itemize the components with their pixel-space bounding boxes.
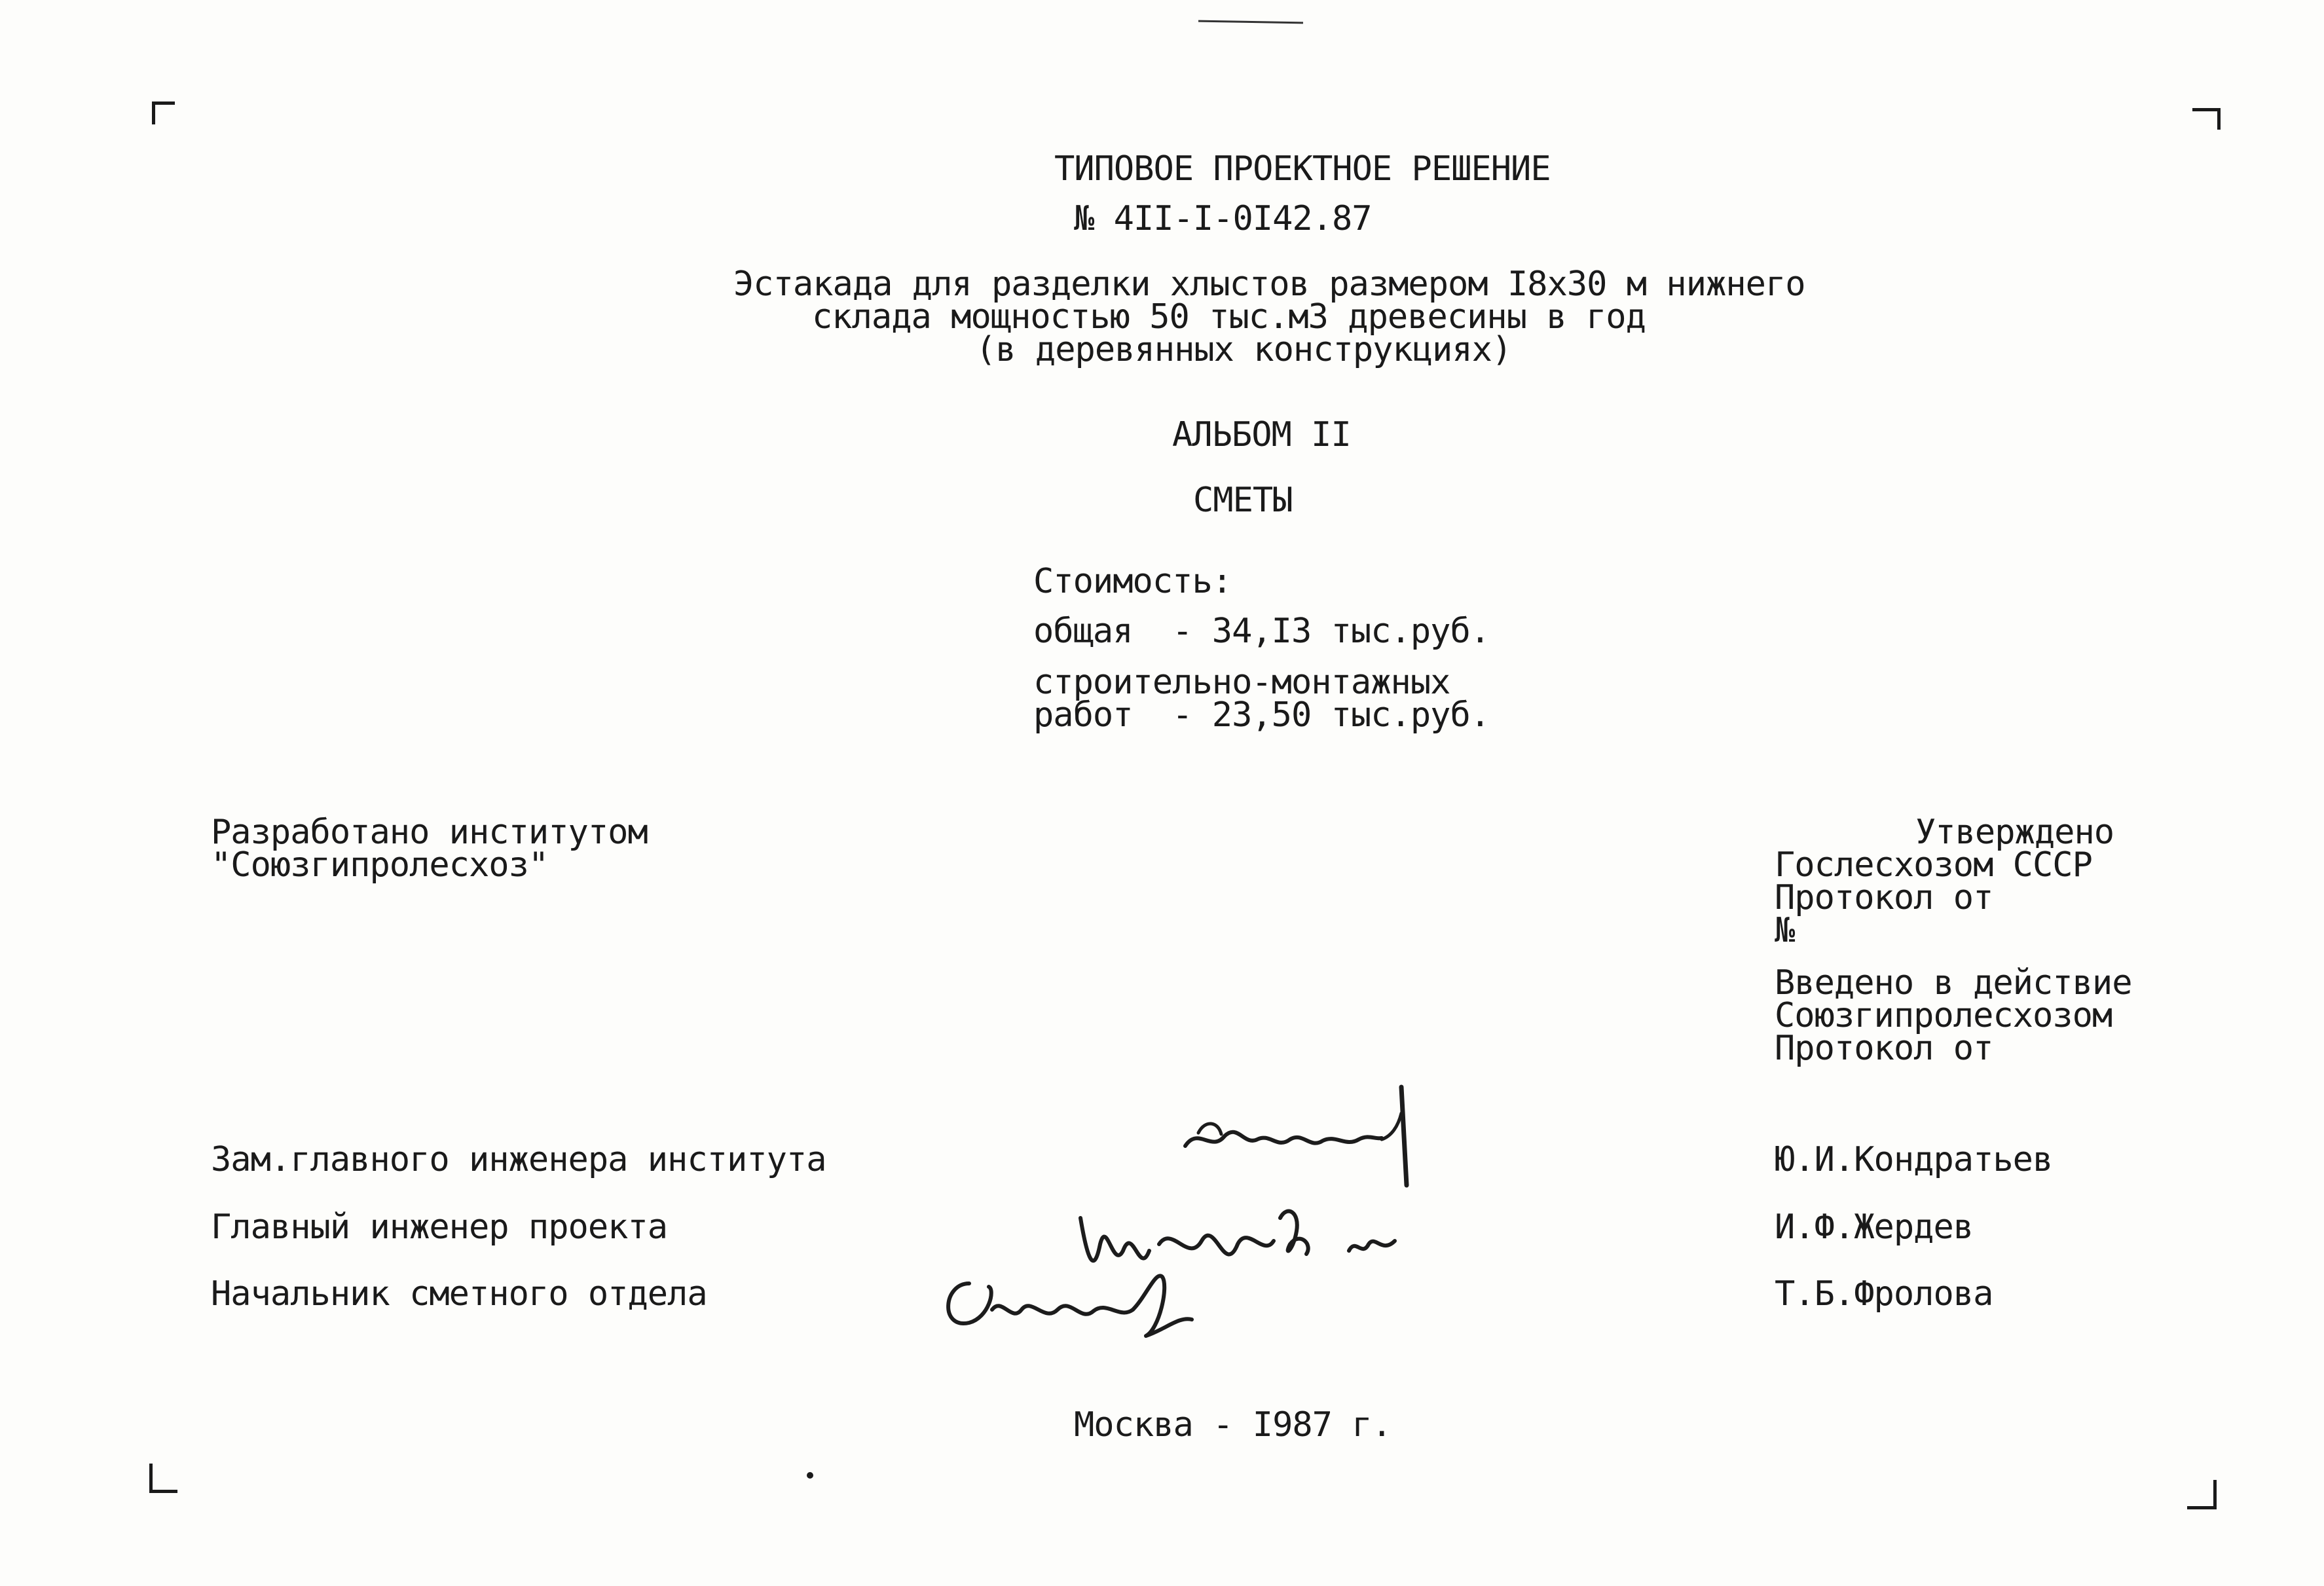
corner-mark-top-left <box>152 101 175 124</box>
signatory-name-2: И.Ф.Жердев <box>1775 1208 1974 1247</box>
corner-mark-bottom-left <box>149 1464 177 1493</box>
album-title: АЛЬБОМ II <box>1172 415 1351 454</box>
document-type: ТИПОВОЕ ПРОЕКТНОЕ РЕШЕНИЕ <box>1054 149 1551 189</box>
corner-mark-top-right <box>2192 108 2221 130</box>
signatory-position-3: Начальник сметного отдела <box>211 1274 707 1314</box>
title-line-2: склада мощностью 50 тыс.м3 древесины в год <box>812 297 1646 337</box>
signature-3 <box>930 1257 1205 1365</box>
place-and-year: Москва - I987 г. <box>1074 1405 1392 1445</box>
cost-label: Стоимость: <box>1033 562 1232 601</box>
corner-mark-bottom-right <box>2187 1480 2217 1509</box>
approval-line-5: Введено в действие <box>1775 963 2132 1003</box>
section-title: СМЕТЫ <box>1193 481 1293 520</box>
signatory-name-1: Ю.И.Кондратьев <box>1775 1140 2053 1179</box>
speck <box>807 1472 813 1479</box>
approval-line-3: Протокол от <box>1775 878 1993 917</box>
title-line-1: Эстакада для разделки хлыстов размером I8x30 м нижнего <box>733 265 1805 304</box>
title-line-3: (в деревянных конструкциях) <box>976 330 1512 369</box>
approval-line-1: Утверждено <box>1915 813 2114 852</box>
top-rule <box>1198 20 1303 24</box>
approval-line-4: № <box>1775 911 1795 950</box>
signatory-name-3: Т.Б.Фролова <box>1775 1274 1993 1314</box>
approval-line-2: Гослесхозом СССР <box>1775 845 2092 885</box>
approval-line-7: Протокол от <box>1775 1029 1993 1068</box>
signatory-position-2: Главный инженер проекта <box>211 1208 668 1247</box>
cost-cmr-line-2: работ - 23,50 тыс.руб. <box>1033 695 1490 735</box>
approval-line-6: Союзгипролесхозом <box>1775 996 2112 1035</box>
cost-total: общая - 34,I3 тыс.руб. <box>1033 612 1490 651</box>
developer-line-2: "Союзгипролесхоз" <box>211 845 549 885</box>
developer-line-1: Разработано институтом <box>211 813 648 852</box>
signatory-position-1: Зам.главного инженера института <box>211 1140 826 1179</box>
document-number: № 4II-I-0I42.87 <box>1074 199 1372 238</box>
cost-cmr-line-1: строительно-монтажных <box>1033 663 1450 702</box>
